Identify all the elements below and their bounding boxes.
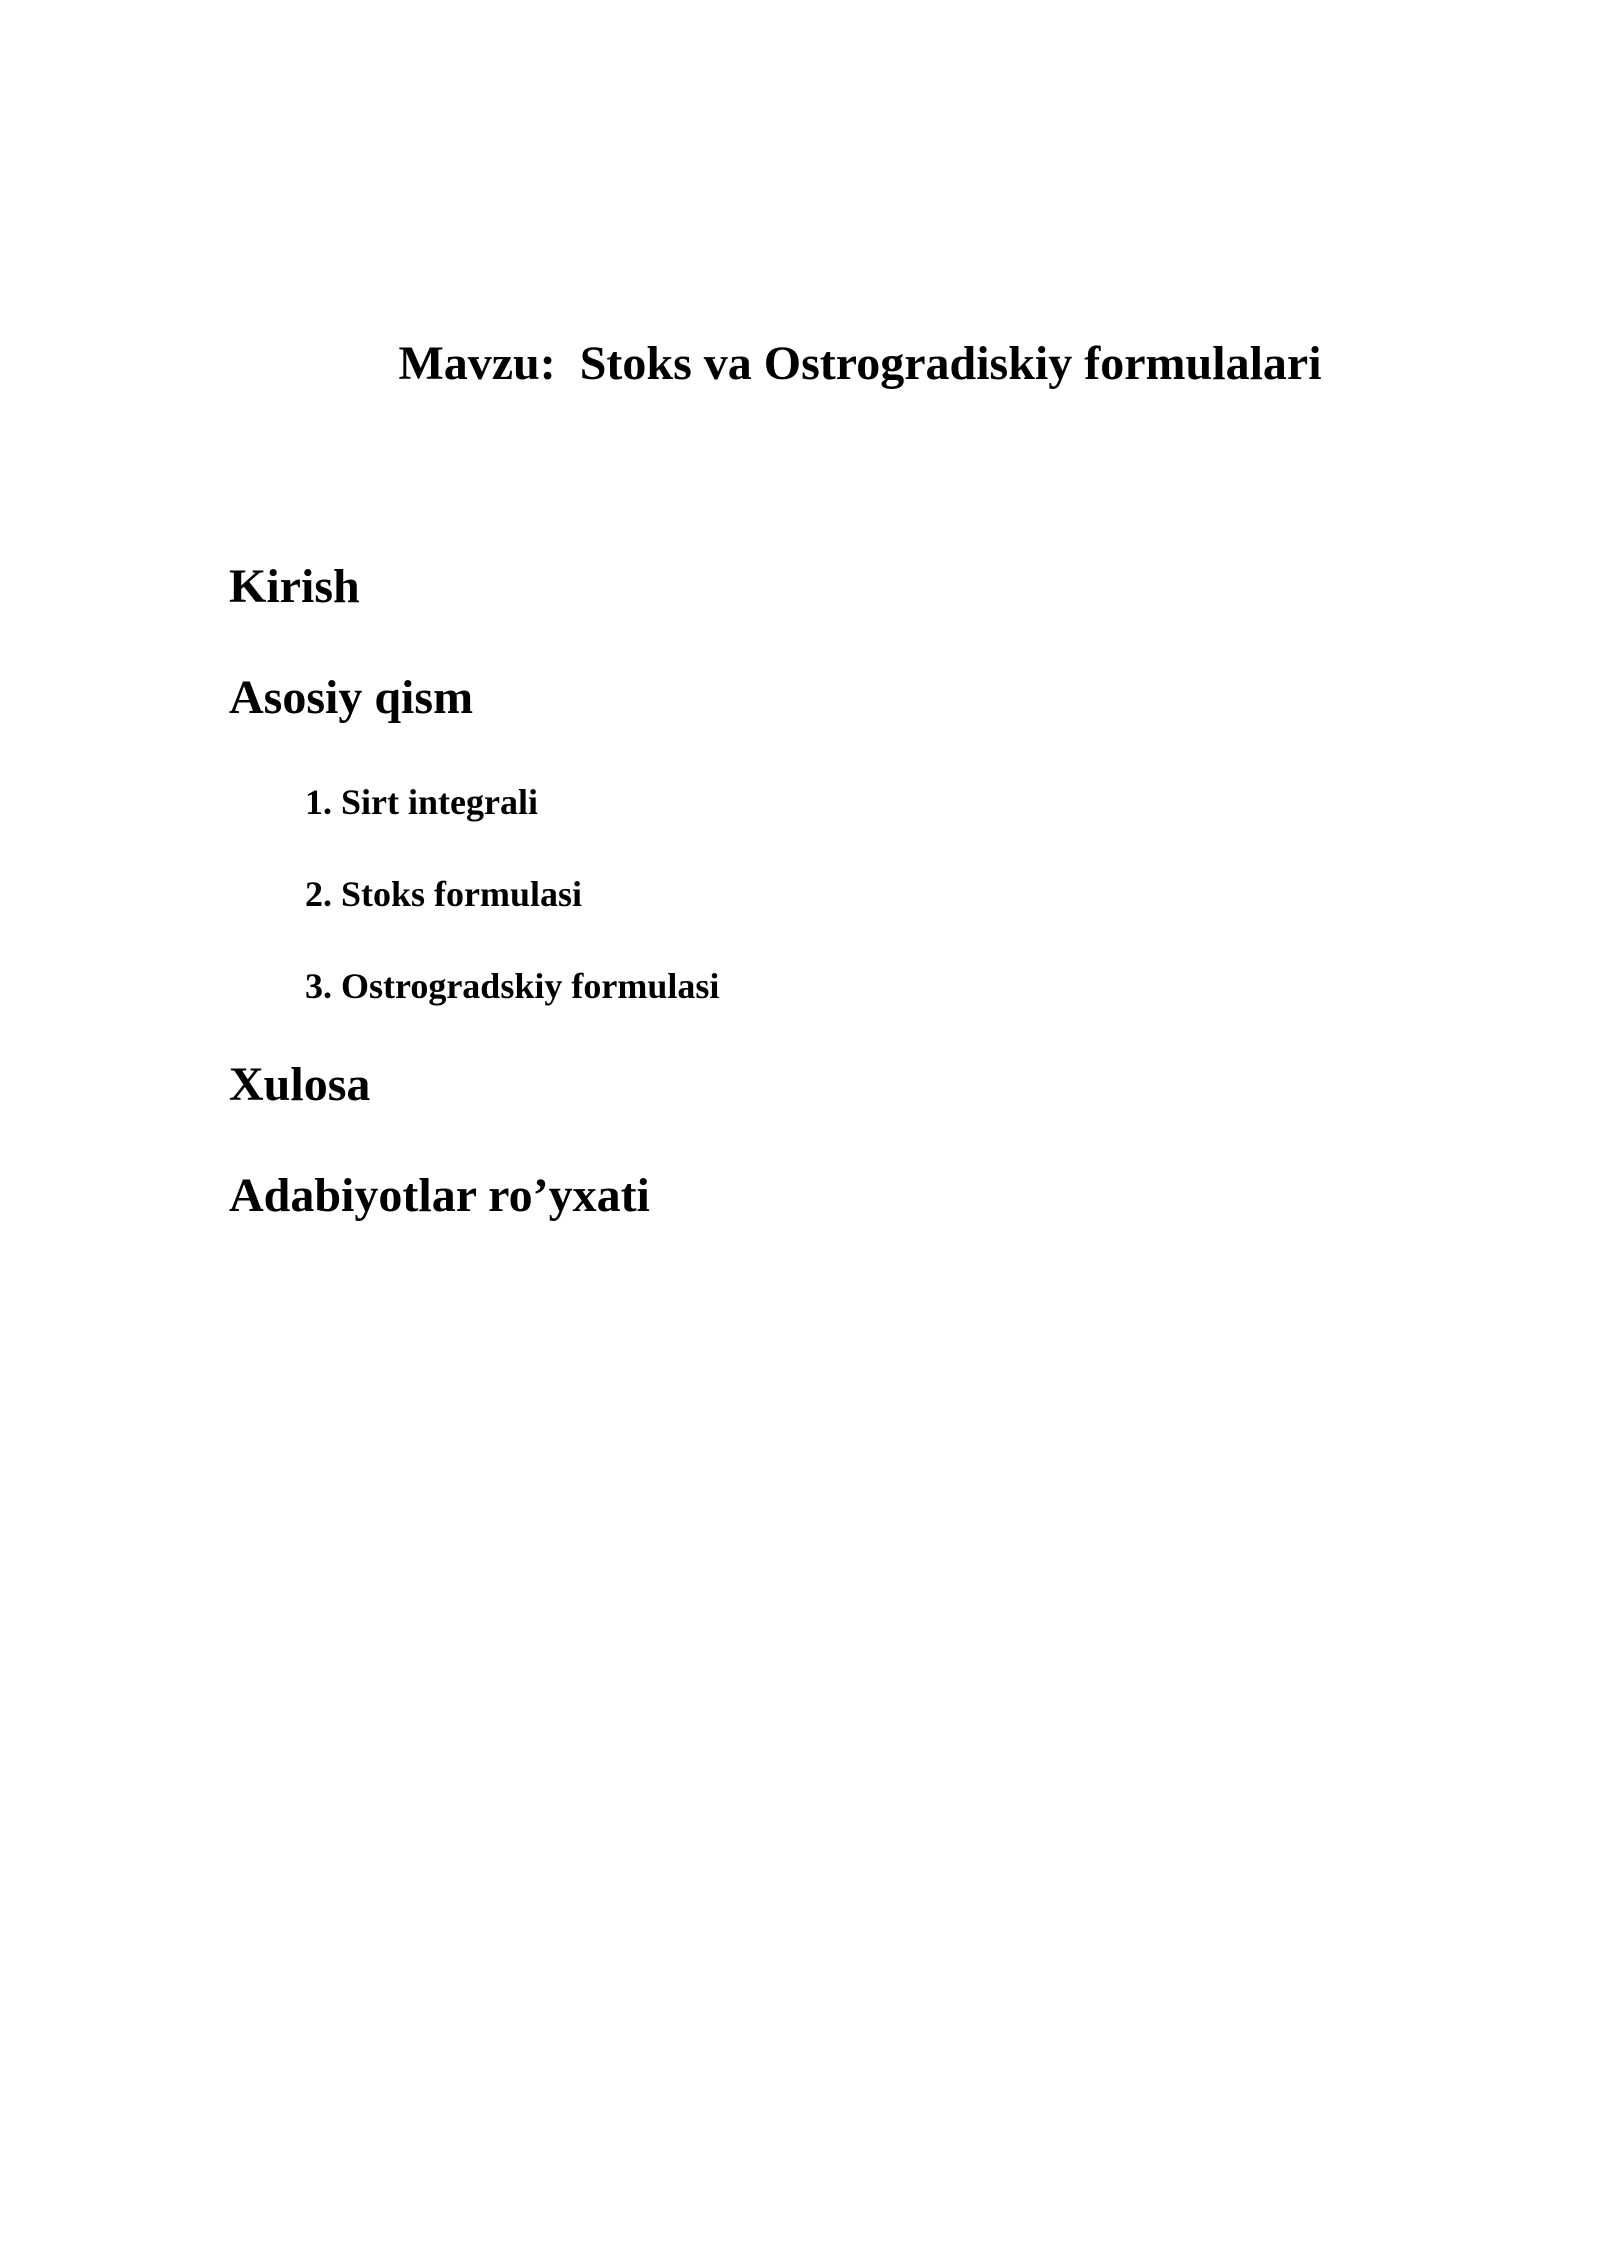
main-part-item: 1. Sirt integrali (305, 782, 538, 822)
section-heading-conclusion: Xulosa (229, 1058, 371, 1111)
section-heading-references: Adabiyotlar ro’yxati (229, 1169, 650, 1222)
main-part-item: 2. Stoks formulasi (305, 874, 583, 914)
document-title: Mavzu: Stoks va Ostrogradiskiy formulalari (398, 337, 1322, 390)
section-heading-main-part: Asosiy qism (229, 671, 474, 724)
main-part-item: 3. Ostrogradskiy formulasi (305, 966, 720, 1006)
section-heading-intro: Kirish (229, 560, 360, 613)
